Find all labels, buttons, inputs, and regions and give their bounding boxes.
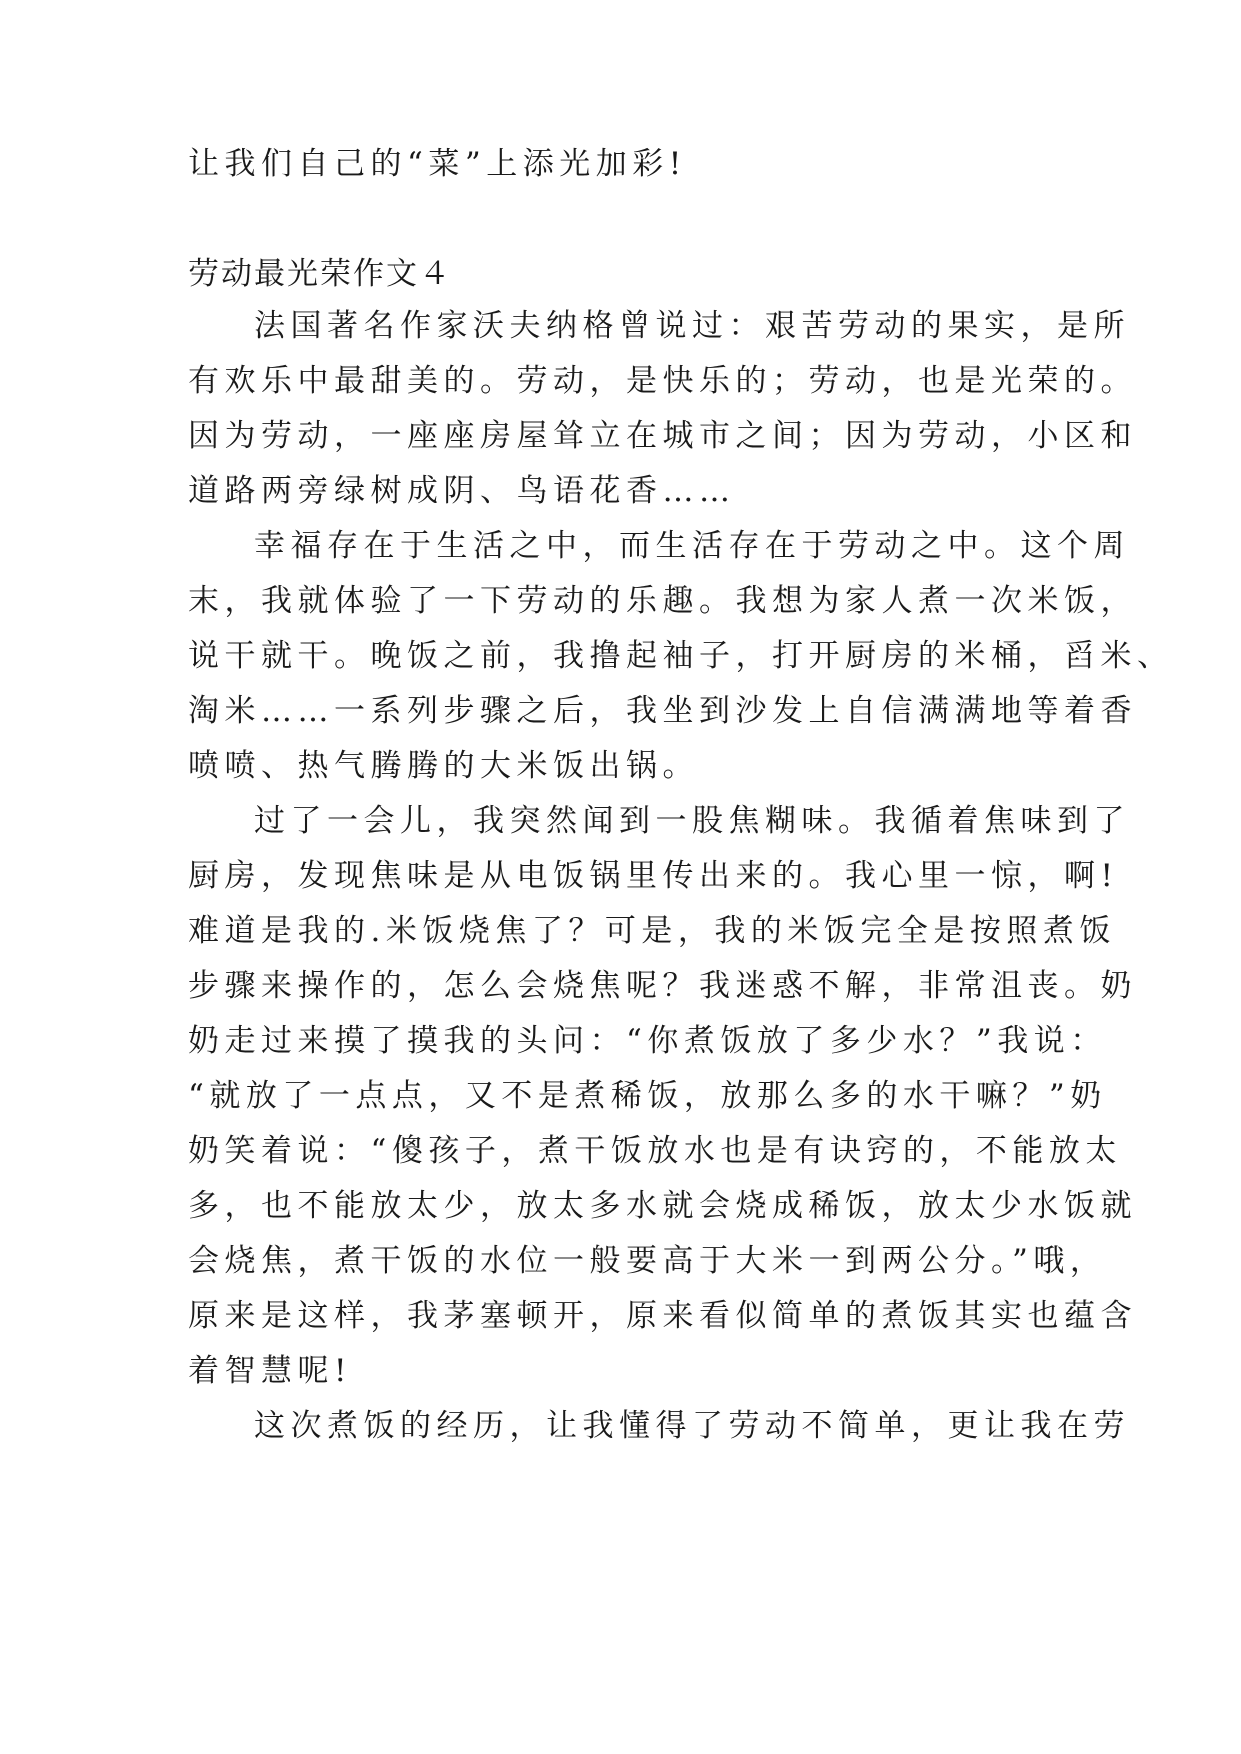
text-line: 难道是我的.米饭烧焦了？可是，我的米饭完全是按照煮饭 (188, 913, 1116, 949)
section-title: 劳动最光荣作文４ (188, 256, 452, 292)
text-line: 有欢乐中最甜美的。劳动，是快乐的；劳动，也是光荣的。 (188, 363, 1137, 399)
continuation-line: 让我们自己的“菜”上添光加彩! (188, 146, 687, 182)
text-line: 说干就干。晚饭之前，我撸起袖子，打开厨房的米桶，舀米、 (188, 638, 1174, 674)
text-line: 会烧焦，煮干饭的水位一般要高于大米一到两公分。”哦， (188, 1243, 1107, 1279)
text-line: 这次煮饭的经历，让我懂得了劳动不简单，更让我在劳 (254, 1408, 1130, 1444)
text-line: 道路两旁绿树成阴、鸟语花香…… (188, 473, 736, 509)
text-line: 幸福存在于生活之中，而生活存在于劳动之中。这个周 (254, 528, 1130, 564)
text-line: 法国著名作家沃夫纳格曾说过：艰苦劳动的果实，是所 (254, 308, 1130, 344)
text-line: 步骤来操作的，怎么会烧焦呢？我迷惑不解，非常沮丧。奶 (188, 968, 1137, 1004)
text-line: 奶走过来摸了摸我的头问：“你煮饭放了多少水？”我说： (188, 1023, 1107, 1059)
text-line: 淘米……一系列步骤之后，我坐到沙发上自信满满地等着香 (188, 693, 1137, 729)
text-line: 原来是这样，我茅塞顿开，原来看似简单的煮饭其实也蕴含 (188, 1298, 1137, 1334)
text-line: 过了一会儿，我突然闻到一股焦糊味。我循着焦味到了 (254, 803, 1130, 839)
text-line: 厨房，发现焦味是从电饭锅里传出来的。我心里一惊，啊! (188, 858, 1119, 894)
text-line: 着智慧呢! (188, 1353, 352, 1389)
text-line: 末，我就体验了一下劳动的乐趣。我想为家人煮一次米饭， (188, 583, 1137, 619)
text-line: 因为劳动，一座座房屋耸立在城市之间；因为劳动，小区和 (188, 418, 1137, 454)
text-line: “就放了一点点，又不是煮稀饭，放那么多的水干嘛？”奶 (188, 1078, 1107, 1114)
text-line: 奶笑着说：“傻孩子，煮干饭放水也是有诀窍的，不能放太 (188, 1133, 1122, 1169)
text-line: 喷喷、热气腾腾的大米饭出锅。 (188, 748, 699, 784)
text-line: 多，也不能放太少，放太多水就会烧成稀饭，放太少水饭就 (188, 1188, 1137, 1224)
